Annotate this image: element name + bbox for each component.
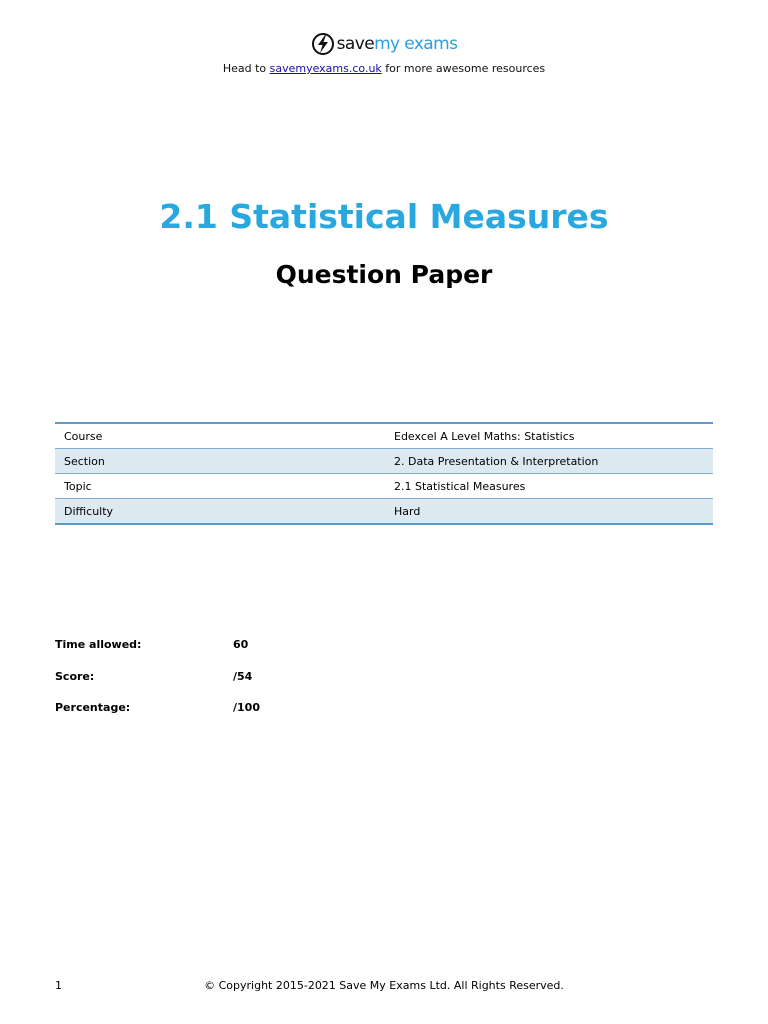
info-label: Course [64, 429, 103, 443]
percentage-value: /100 [233, 701, 260, 714]
page-header [0, 31, 768, 75]
time-allowed-label: Time allowed: [55, 638, 142, 651]
info-value: Edexcel A Level Maths: Statistics [394, 429, 575, 443]
info-table [55, 422, 713, 525]
score-value: /54 [233, 670, 253, 683]
lightning-bolt-icon [311, 32, 335, 56]
info-label: Difficulty [64, 504, 114, 518]
score-label: Score: [55, 670, 95, 683]
tagline-suffix: for more awesome resources [381, 62, 546, 75]
percentage-label: Percentage: [55, 701, 131, 714]
document-title: 2.1 Statistical Measures [159, 197, 609, 236]
tagline-prefix: Head to [222, 62, 270, 75]
info-row-course [55, 424, 713, 449]
info-row-difficulty [55, 499, 713, 523]
save-my-exams-logo [311, 31, 458, 57]
info-label: Topic [64, 479, 92, 493]
info-value: Hard [394, 504, 421, 518]
logo-word-save: save [336, 34, 375, 54]
copyright-notice: © Copyright 2015-2021 Save My Exams Ltd. All Rights Reserved. [204, 979, 564, 992]
savemyexams-link[interactable]: savemyexams.co.uk [269, 62, 382, 75]
info-row-topic [55, 474, 713, 499]
info-row-section [55, 449, 713, 474]
info-value: 2. Data Presentation & Interpretation [394, 454, 599, 468]
page-number: 1 [55, 979, 62, 992]
logo-word-myexams: my exams [374, 34, 458, 54]
time-allowed-value: 60 [233, 638, 249, 651]
info-label: Section [64, 454, 105, 468]
header-tagline [0, 62, 768, 75]
document-subtitle: Question Paper [275, 260, 493, 289]
info-value: 2.1 Statistical Measures [394, 479, 526, 493]
